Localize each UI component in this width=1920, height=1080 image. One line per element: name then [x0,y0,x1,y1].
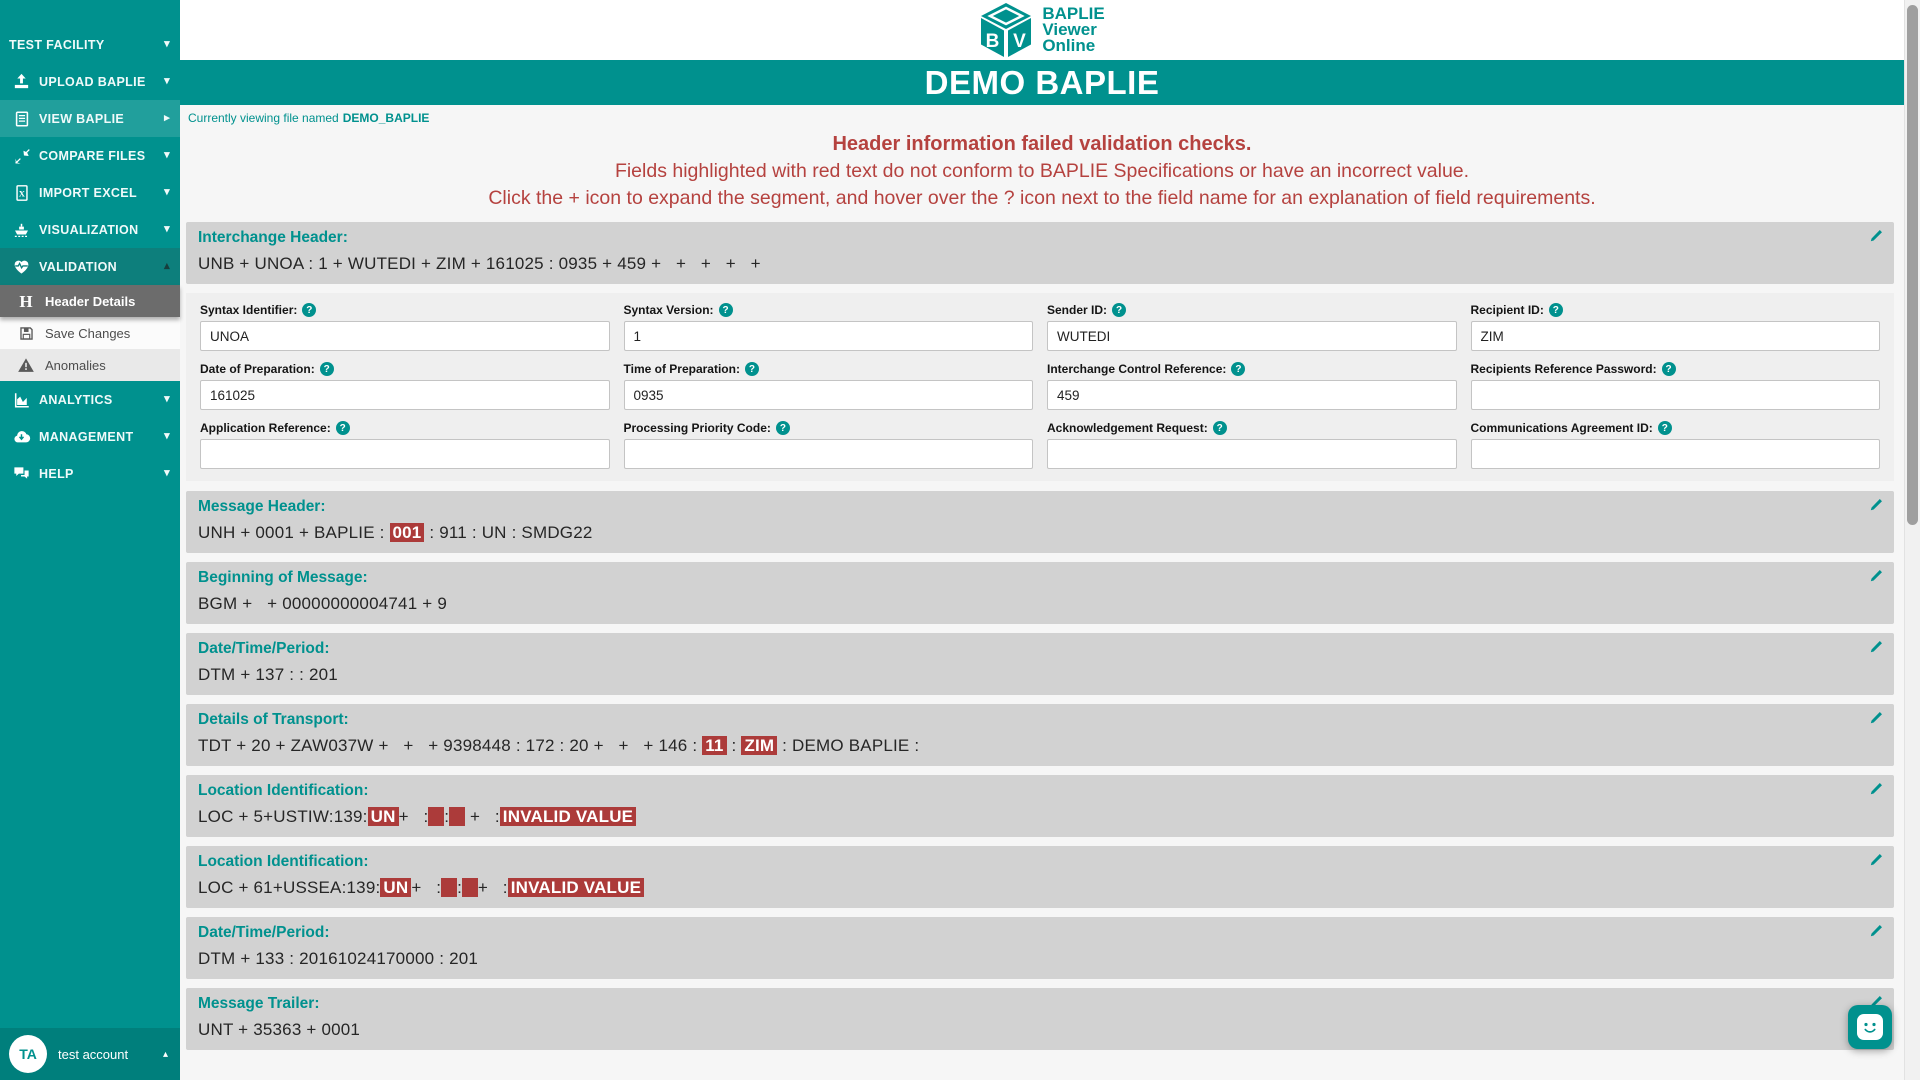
help-icon[interactable]: ? [1213,421,1227,435]
chevron-down-icon: ▾ [164,38,170,50]
sidebar-item-label: IMPORT EXCEL [39,185,137,200]
segment-line [198,807,1882,827]
field-input-acknowledgement-request[interactable] [1047,439,1457,469]
warning-line-3: Click the + icon to expand the segment, and hover over the ? icon next to the field name for an explanation of field requirements. [488,187,1596,209]
invalid-value-highlight: UN [380,878,411,897]
edit-pencil-icon[interactable] [1868,711,1883,726]
baplie-cube-logo-icon [979,2,1033,58]
help-icon[interactable]: ? [320,362,334,376]
document-icon [9,110,34,128]
sidebar-item-label: UPLOAD BAPLIE [39,74,146,89]
help-icon[interactable]: ? [719,303,733,317]
currently-viewing-label: Currently viewing file named [188,111,339,125]
field-label: Application Reference: [200,421,331,435]
field-label-row [1471,362,1881,376]
account-bar[interactable] [0,1028,180,1080]
sidebar-item-management[interactable] [0,418,180,455]
sidebar-item-label: ANALYTICS [39,392,113,407]
field-label: Sender ID: [1047,303,1108,317]
interchange-header-section [180,222,1904,284]
sidebar-subitem-save-changes[interactable] [0,317,180,349]
edit-pencil-icon[interactable] [1868,782,1883,797]
help-icon[interactable]: ? [1662,362,1676,376]
segment-title: Message Header: [198,498,326,515]
smiley-chat-icon [1857,1014,1883,1040]
sidebar-item-help[interactable] [0,455,180,492]
segment-line [198,594,1882,614]
edit-pencil-icon[interactable] [1868,229,1883,244]
field-input-recipient-id[interactable] [1471,321,1881,351]
analytics-icon [9,391,34,409]
upload-icon [9,72,34,91]
field-interchange-control-reference [1047,362,1457,410]
h-icon: H [19,291,33,311]
invalid-value-highlight [428,807,444,826]
field-input-processing-priority-code[interactable] [624,439,1034,469]
field-processing-priority-code [624,421,1034,469]
warning-line-2: Fields highlighted with red text do not conform to BAPLIE Specifications or have an incorrect value. [614,160,1470,182]
help-icon[interactable]: ? [776,421,790,435]
field-syntax-identifier [200,303,610,351]
segment-line [198,523,1882,543]
save-icon [15,325,37,342]
invalid-value-highlight [441,878,457,897]
chevron-down-icon: ▾ [164,149,170,161]
segment-text-part: : DEMO BAPLIE : [777,736,920,755]
help-icon[interactable]: ? [1658,421,1672,435]
segment-line [198,254,1882,274]
warning-line-1: Header information failed validation checks. [832,133,1252,155]
segment-text-part: UNT + 35363 + 0001 [198,1020,361,1039]
field-label-row [200,362,610,376]
sidebar-item-visualization[interactable] [0,211,180,248]
app-logo [180,0,1904,60]
chevron-down-icon: ▾ [164,467,170,479]
field-label-row [624,362,1034,376]
chevron-down-icon: ▾ [164,223,170,235]
field-input-date-of-preparation[interactable] [200,380,610,410]
invalid-value-highlight: UN [368,807,399,826]
invalid-value-highlight [449,807,465,826]
heartbeat-icon [9,257,34,276]
sidebar-subitem-anomalies[interactable] [0,349,180,381]
sidebar-item-view-baplie[interactable] [0,100,180,137]
scrollbar[interactable] [1904,0,1920,1080]
field-date-of-preparation [200,362,610,410]
sidebar-item-label: HELP [39,466,74,481]
field-label-row [200,303,610,317]
segment-location-identification [186,775,1894,837]
field-label-row [1471,303,1881,317]
segment-message-header [186,491,1894,553]
edit-pencil-icon[interactable] [1868,498,1883,513]
invalid-value-highlight: 11 [702,736,726,755]
field-label-row [624,303,1034,317]
segment-text-part: : 911 : UN : SMDG22 [424,523,593,542]
segment-text-part: LOC + 61+USSEA:139: [198,878,381,897]
field-label: Syntax Version: [623,303,714,317]
segment-title: Location Identification: [198,853,369,870]
segment-line [198,949,1882,969]
field-input-syntax-version[interactable] [624,321,1034,351]
chevron-down-icon: ▾ [164,393,170,405]
invalid-value-highlight: INVALID VALUE [508,878,644,897]
sidebar-item-label: VALIDATION [39,259,118,274]
help-icon[interactable]: ? [336,421,350,435]
chevron-up-icon: ▴ [162,1048,168,1060]
field-label-row [1047,421,1457,435]
segment-date-time-period [186,917,1894,979]
chat-widget-button[interactable] [1848,1005,1892,1049]
segment-title: Beginning of Message: [198,569,368,586]
excel-icon [9,184,34,202]
chevron-down-icon: ▾ [164,75,170,87]
segment-line [198,665,1882,685]
field-communications-agreement-id [1471,421,1881,469]
field-label: Processing Priority Code: [623,421,771,435]
field-label-row [1047,362,1457,376]
sidebar-subitem-label: Header Details [45,293,136,309]
page-title: DEMO BAPLIE [180,60,1904,105]
sidebar-item-validation[interactable] [0,248,180,285]
field-input-time-of-preparation[interactable] [624,380,1034,410]
segment-title: Details of Transport: [198,711,349,728]
field-sender-id [1047,303,1457,351]
help-icon[interactable]: ? [1549,303,1563,317]
sidebar-item-compare-files[interactable] [0,137,180,174]
help-icon[interactable]: ? [745,362,759,376]
field-application-reference [200,421,610,469]
logo-line: BAPLIE [1042,4,1105,23]
segment-details-of-transport [186,704,1894,766]
currently-viewing-file: DEMO_BAPLIE [342,111,430,125]
segment-text-part: UNB + UNOA : 1 + WUTEDI + ZIM + 161025 : 0935 + 459 + + + + + [198,254,761,273]
edit-pencil-icon[interactable] [1868,640,1883,655]
segment-text-part: UNH + 0001 + BAPLIE : [198,523,390,542]
sidebar-item-test-facility[interactable] [0,26,180,63]
segment-date-time-period [186,633,1894,695]
invalid-value-highlight: 001 [390,523,425,542]
cloud-icon [9,427,34,446]
invalid-value-highlight: INVALID VALUE [500,807,636,826]
svg-text:B: B [985,31,1000,52]
compare-icon [9,147,34,165]
sidebar-item-label: COMPARE FILES [39,148,146,163]
edit-pencil-icon[interactable] [1868,924,1883,939]
field-label: Communications Agreement ID: [1470,421,1653,435]
field-label-row [1047,303,1457,317]
field-input-syntax-identifier[interactable] [200,321,610,351]
field-label-row [1471,421,1881,435]
field-acknowledgement-request [1047,421,1457,469]
segment-text-part: TDT + 20 + ZAW037W + + + 9398448 : 172 : 20 + + + 146 : [198,736,703,755]
logo-line: Online [1042,36,1096,55]
chevron-right-icon: ▸ [164,112,170,124]
help-icon[interactable]: ? [1112,303,1126,317]
segment-text-part: : [444,807,450,826]
sidebar-subitem-label: Save Changes [45,325,131,341]
warning-icon [15,356,37,374]
field-input-sender-id[interactable] [1047,321,1457,351]
segment-message-trailer [186,988,1894,1050]
help-icon[interactable]: ? [1231,362,1245,376]
field-label: Acknowledgement Request: [1047,421,1208,435]
segment-title: Interchange Header: [198,229,348,246]
segment-title: Location Identification: [198,782,369,799]
segment-text-part: DTM + 133 : 20161024170000 : 201 [198,949,479,968]
sidebar-item-upload-baplie[interactable] [0,63,180,100]
segment-text-part: + : [398,807,429,826]
invalid-value-highlight: ZIM [741,736,777,755]
help-icon [9,464,34,483]
segment-title: Message Trailer: [198,995,320,1012]
edit-pencil-icon[interactable] [1868,853,1883,868]
field-label-row [200,421,610,435]
segment-text-part: BGM + + 00000000004741 + 9 [198,594,447,613]
segment-text-part: + : [465,807,500,826]
segment-text-part: LOC + 5+USTIW:139: [198,807,368,826]
chevron-down-icon: ▾ [164,430,170,442]
field-syntax-version [624,303,1034,351]
segment-line [198,878,1882,898]
segment-line [198,736,1882,756]
field-recipient-id [1471,303,1881,351]
sidebar-item-import-excel[interactable] [0,174,180,211]
sidebar [0,0,180,1080]
segment-text-part: + : [411,878,442,897]
sidebar-subitem-header-details[interactable] [0,285,180,317]
field-label-row [624,421,1034,435]
sidebar-subitem-label: Anomalies [45,357,106,373]
sidebar-item-label: TEST FACILITY [9,37,105,52]
segment-beginning-of-message [186,562,1894,624]
segment-interchange-header [186,222,1894,284]
sidebar-menu [0,0,180,492]
field-recipients-reference-password [1471,362,1881,410]
segment-text-part: : [726,736,742,755]
invalid-value-highlight [462,878,478,897]
field-label: Time of Preparation: [623,362,740,376]
help-icon[interactable]: ? [302,303,316,317]
field-input-communications-agreement-id[interactable] [1471,439,1881,469]
chevron-up-icon: ▴ [164,260,170,272]
validation-warning [180,131,1904,212]
segment-location-identification [186,846,1894,908]
ship-icon [9,220,34,239]
logo-wordmark [1042,6,1104,54]
avatar [9,1035,47,1073]
segment-title: Date/Time/Period: [198,640,330,657]
sidebar-item-label: MANAGEMENT [39,429,134,444]
field-label: Recipient ID: [1470,303,1544,317]
segment-line [198,1020,1882,1040]
segment-title: Date/Time/Period: [198,924,330,941]
svg-text:V: V [1013,31,1027,52]
scrollbar-thumb[interactable] [1907,5,1918,525]
currently-viewing [180,105,1904,125]
svg-text:X: X [18,187,25,198]
field-label: Date of Preparation: [200,362,315,376]
field-label: Recipients Reference Password: [1470,362,1657,376]
field-label: Syntax Identifier: [200,303,298,317]
segment-text-part: : [457,878,463,897]
segment-text-part: DTM + 137 : : 201 [198,665,338,684]
avatar-initials: TA [19,1046,37,1062]
field-label: Interchange Control Reference: [1047,362,1227,376]
main-content [180,0,1904,1080]
sidebar-item-label: VIEW BAPLIE [39,111,125,126]
chevron-down-icon: ▾ [164,186,170,198]
sidebar-item-label: VISUALIZATION [39,222,139,237]
logo-line: Viewer [1042,20,1097,39]
account-name: test account [58,1046,129,1062]
sidebar-item-analytics[interactable] [0,381,180,418]
interchange-header-form [186,293,1894,481]
field-input-recipients-reference-password[interactable] [1471,380,1881,410]
field-input-application-reference[interactable] [200,439,610,469]
field-time-of-preparation [624,362,1034,410]
segment-text-part: + : [477,878,508,897]
edit-pencil-icon[interactable] [1868,569,1883,584]
segment-list [180,491,1904,1050]
field-input-interchange-control-reference[interactable] [1047,380,1457,410]
